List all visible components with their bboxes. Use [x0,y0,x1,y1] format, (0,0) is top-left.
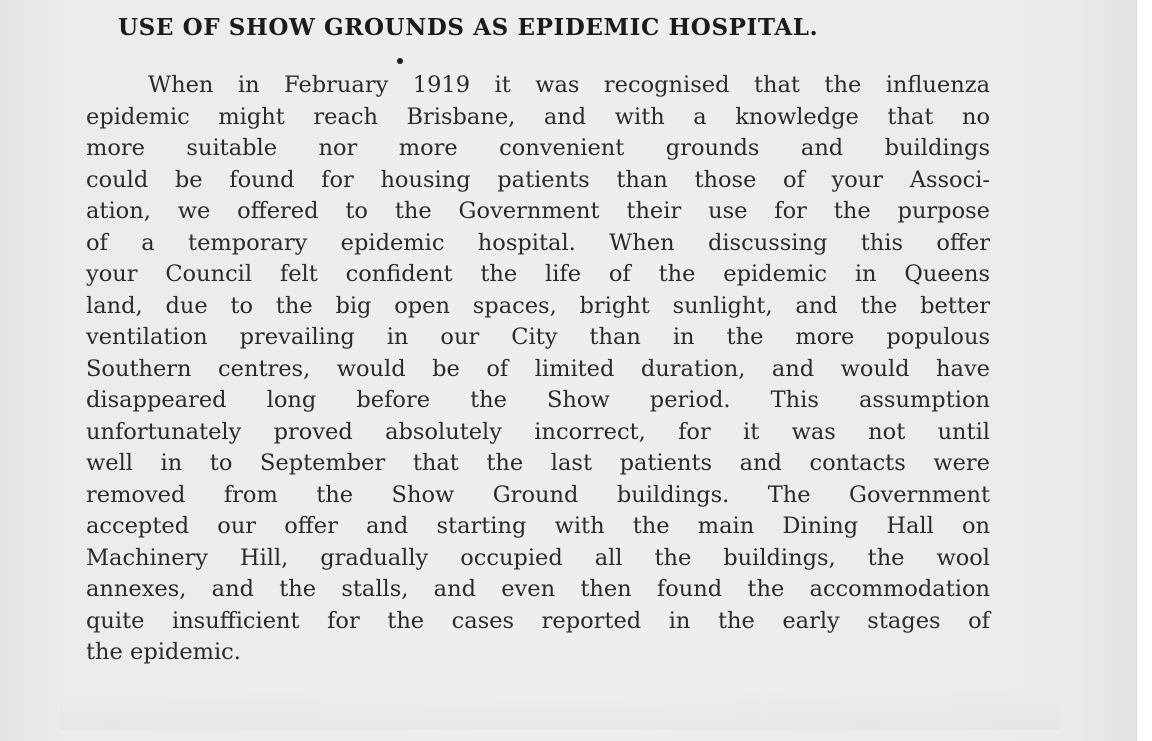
body-paragraph [86,70,990,669]
page-margin-edge [1136,0,1152,741]
text-line: ation, we offered to the Government their use for the purpose [86,198,990,224]
text-line: epidemic might reach Brisbane, and with a knowledge that no [86,103,990,130]
text-line: Southern centres, would be of limited duration, and would have [86,355,990,382]
faint-bleed-through [60,690,1060,730]
text-line: well in to September that the last patients and contacts were [86,450,990,476]
text-line: accepted our offer and starting with the main Dining Hall on [86,513,990,539]
text-line: land, due to the big open spaces, bright sunlight, and the better [86,292,990,319]
text-line: annexes, and the stalls, and even then found the accommodation [86,576,990,602]
ink-dot-mark [397,58,403,64]
text-line: of a temporary epidemic hospital. When discussing this offer [86,229,990,256]
text-line: disappeared long before the Show period. This assumption [86,387,990,413]
text-line: more suitable nor more convenient grounds and buildings [86,135,990,161]
text-line: removed from the Show Ground buildings. The Government [86,481,990,508]
text-line: Machinery Hill, gradually occupied all the buildings, the wool [86,544,990,571]
text-line: ventilation prevailing in our City than in the more populous [86,324,990,350]
text-line: unfortunately proved absolutely incorrect, for it was not until [86,418,990,445]
text-line: your Council felt confident the life of the epidemic in Queens [86,261,990,287]
text-line: the epidemic. [86,639,241,665]
text-line: When in February 1919 it was recognised that the influenza [148,72,990,98]
text-line: quite insufficient for the cases reported in the early stages of [86,607,990,634]
section-heading: USE OF SHOW GROUNDS AS EPIDEMIC HOSPITAL. [118,14,819,41]
text-line: could be found for housing patients than those of your Associ- [86,166,990,193]
